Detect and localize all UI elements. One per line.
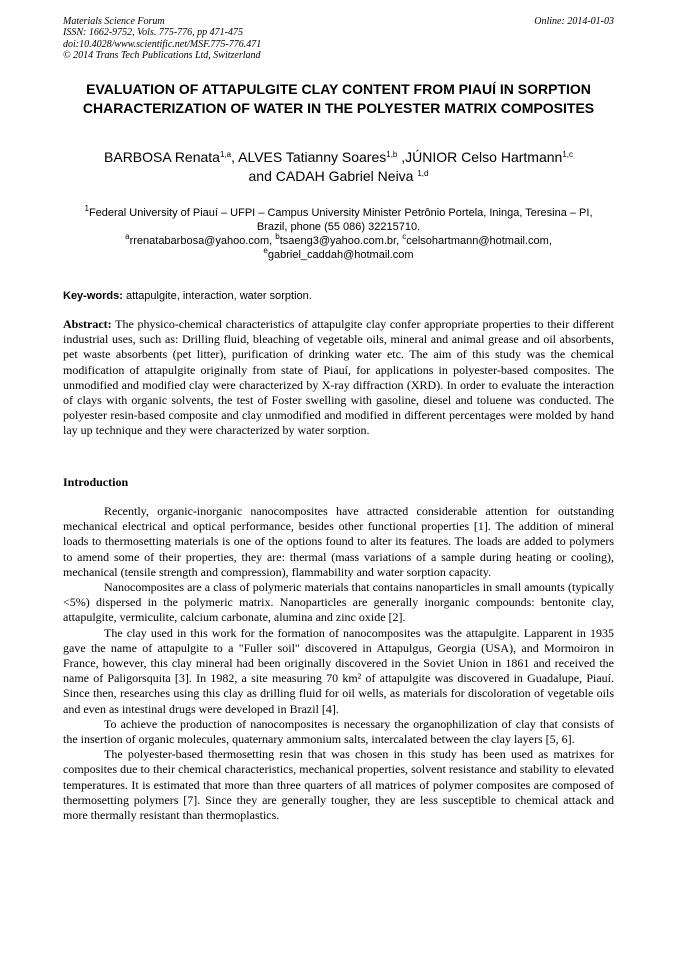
- keywords-text: attapulgite, interaction, water sorption.: [122, 290, 312, 302]
- author-affiliation-mark: 1,a: [219, 150, 232, 159]
- abstract-label: Abstract:: [63, 317, 112, 331]
- author-name: JÚNIOR Celso Hartmann: [405, 149, 563, 165]
- keywords-label: Key-words:: [63, 290, 123, 302]
- paragraph: To achieve the production of nanocomposites is necessary the organophilization of clay that consists of the insertion of organic molecules, quaternary ammonium salts, intercalated between the clay layers [5, 6].: [63, 716, 614, 747]
- paper-title: EVALUATION OF ATTAPULGITE CLAY CONTENT FROM PIAUÍ IN SORPTION CHARACTERIZATION OF WATER IN THE POLYESTER MATRIX COMPOSITES: [82, 81, 595, 116]
- journal-name: Materials Science Forum: [63, 16, 165, 27]
- author-name: ALVES Tatianny Soares: [238, 149, 387, 165]
- email-list: [73, 234, 604, 262]
- copyright-line: © 2014 Trans Tech Publications Ltd, Switzerland: [63, 50, 261, 62]
- affiliation-mark: 1: [84, 204, 89, 213]
- author-separator: ,: [231, 149, 239, 165]
- author-affiliation-mark: 1,b: [386, 150, 398, 159]
- paragraph: Nanocomposites are a class of polymeric materials that contains nanoparticles in small amounts (typically <5%) dispersed in the polymeric matrix. Nanoparticles are generally inorganic compounds: bentonite clay, attapulgite, vermiculite, calcium carbonate, alumina and zinc oxide [2].: [63, 580, 614, 625]
- email-mark: a: [125, 232, 130, 241]
- issn-line: ISSN: 1662-9752, Vols. 775-776, pp 471-475: [63, 27, 243, 39]
- affiliation-block: [73, 206, 604, 262]
- email-mark: e: [263, 246, 268, 255]
- section-heading-introduction: Introduction: [63, 475, 129, 489]
- keywords: [63, 289, 614, 303]
- author-separator: and: [248, 168, 276, 184]
- author-name: CADAH Gabriel Neiva: [275, 168, 418, 184]
- affiliation-address: [73, 206, 604, 234]
- author-separator: ,: [397, 149, 406, 165]
- affiliation-text: Federal University of Piauí – UFPI – Campus University Minister Petrônio Portela, Ininga, Teresina – PI, Brazil, phone (55 086) 32215710.: [88, 207, 593, 233]
- author-name: BARBOSA Renata: [104, 149, 220, 165]
- email-address: celsohartmann@hotmail.com,: [406, 235, 552, 247]
- paragraph: Recently, organic-inorganic nanocomposites have attracted considerable attention for outstanding mechanical electrical and optical performance, besides other functional properties [1]. The addition of mineral loads to thermosetting materials is one of the options found to alter its features. The loads are added to polymers to amend some of their properties, they are: thermal (mass variations of a sample during heating or cooling), mechanical (tensile strength and compression), flammability and water sorption capacity.: [63, 504, 614, 579]
- online-date: Online: 2014-01-03: [534, 16, 614, 27]
- author-affiliation-mark: 1,c: [562, 150, 573, 159]
- email-address: rrenatabarbosa@yahoo.com,: [129, 235, 276, 247]
- journal-header: [63, 16, 261, 62]
- paragraph: The clay used in this work for the formation of nanocomposites was the attapulgite. Lapparent in 1935 gave the name of attapulgite to a "Fuller soil" discovered in Attapulgus, Georgia (USA), and Mormoiron in France, however, this clay mineral had been originally discovered in the Soviet Union in 1861 and received the name of Paligorsquita [3]. In 1982, a site measuring 70 km² of attapulgite was discovered in Guadalupe, Piauí. Since then, researches using this clay as drilling fluid for oil wells, as materials for discoloration of vegetable oils and even as intestinal drugs were developed in Brazil [4].: [63, 625, 614, 716]
- introduction-body: [63, 504, 614, 823]
- abstract: [63, 317, 614, 439]
- email-address: gabriel_caddah@hotmail.com: [267, 249, 414, 261]
- paragraph: The polyester-based thermosetting resin that was chosen in this study has been used as matrixes for composites due to their chemical characteristics, mechanical properties, solvent resistance and stability to elevated temperatures. It is estimated that more than three quarters of all matrices of polymer composites are composed of thermosetting polymers [7]. Since they are generally tougher, they are less susceptible to chemical attack and more thermally resistant than thermoplastics.: [63, 747, 614, 823]
- email-address: tsaeng3@yahoo.com.br,: [279, 235, 403, 247]
- abstract-text: The physico-chemical characteristics of attapulgite clay confer appropriate properties to their different industrial uses, such as: Drilling fluid, bleaching of vegetable oils, mineral and animal grease and oil absorbents, pet waste absorbents (pet litter), purification of drinking water etc. The aim of this study was the chemical modification of attapulgite originally from state of Piauí, for applications in polyester-based composites. The unmodified and modified clay were characterized by X-ray diffraction (XRD). In order to evaluate the interaction of clays with organic solvents, the test of Foster swelling with gasoline, diesel and toluene was conducted. The polyester resin-based composite and clay unmodified and modified in different percentages were molded by hand lay up technique and they were characterized by water sorption.: [63, 317, 614, 438]
- author-affiliation-mark: 1,d: [417, 169, 429, 178]
- author-list: [63, 148, 614, 186]
- email-mark: b: [275, 232, 280, 241]
- email-mark: c: [402, 232, 407, 241]
- doi-line: doi:10.4028/www.scientific.net/MSF.775-776.471: [63, 38, 262, 50]
